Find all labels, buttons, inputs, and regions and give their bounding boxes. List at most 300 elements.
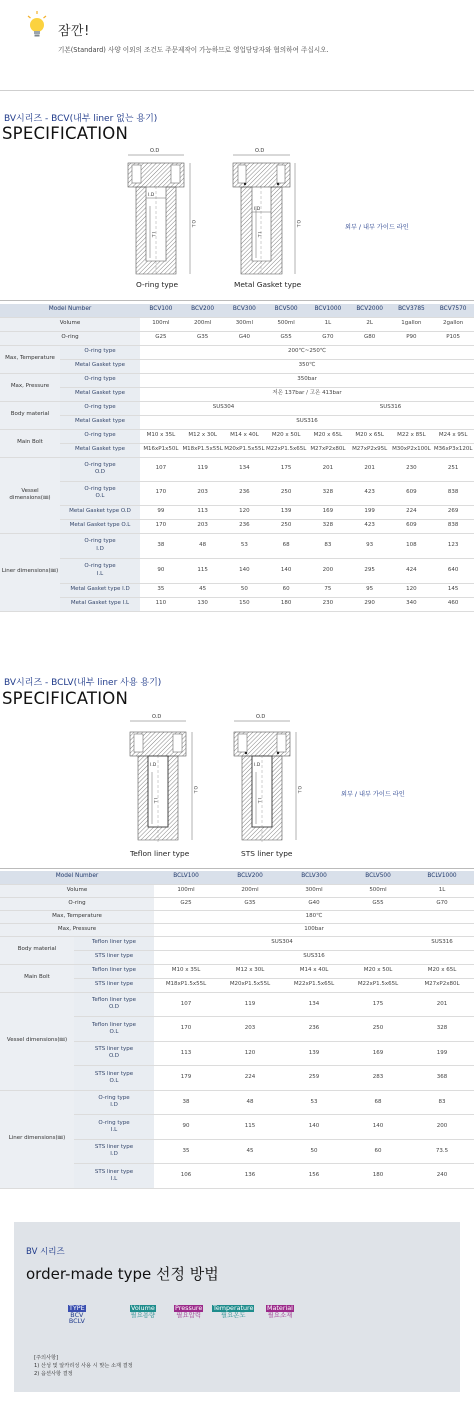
- table-cell: G80: [349, 331, 391, 345]
- text-label: O-ring type: [98, 1095, 130, 1102]
- table-row: [0, 481, 474, 505]
- table-row: [0, 910, 474, 923]
- row-label: Max, Pressure: [0, 373, 60, 401]
- table-cell: 93: [349, 533, 391, 558]
- type-label: TYPE: [69, 1304, 85, 1312]
- table-row: [0, 443, 474, 457]
- caution-title: [주의사항]: [34, 1355, 59, 1361]
- text-label: O.L: [109, 1028, 119, 1035]
- section1-spec-heading: SPECIFICATION: [2, 124, 128, 143]
- pressure-label: Pressure: [175, 1304, 203, 1312]
- table-row: [0, 359, 474, 373]
- table-cell: 50: [224, 583, 266, 597]
- table-cell: 1L: [307, 317, 349, 331]
- table-row: [0, 429, 474, 443]
- type-tag: [68, 1305, 86, 1325]
- table-cell: 251: [432, 457, 474, 481]
- type-value: BCV: [70, 1310, 84, 1319]
- text-label: Teflon liner type: [91, 997, 137, 1004]
- text-label: O-ring type: [84, 538, 116, 545]
- table-cell: 250: [346, 1017, 410, 1042]
- table-cell: M30xP2x100L: [391, 443, 433, 457]
- table-cell: [74, 1164, 154, 1189]
- table-cell: 120: [391, 583, 433, 597]
- ol-label: O.L: [190, 220, 195, 228]
- table-cell: M10 x 35L: [140, 429, 182, 443]
- table-cell: 500ml: [265, 317, 307, 331]
- table-cell: 115: [218, 1115, 282, 1140]
- row-label: Vessel dimensions(㎜): [0, 457, 60, 533]
- table-cell: Metal Gasket type: [60, 359, 140, 373]
- table-cell: 180: [265, 597, 307, 611]
- table-row: [0, 505, 474, 519]
- table-header-row: [0, 871, 474, 884]
- table-cell: 53: [282, 1090, 346, 1115]
- bcv-spec-table: [0, 304, 474, 612]
- guide-line-note: 외부 / 내부 가이드 라인: [341, 791, 405, 798]
- od-label: O.D: [255, 148, 265, 154]
- table-row: [0, 992, 474, 1017]
- table-cell: 73.5: [410, 1139, 474, 1164]
- temperature-sub: 필요온도: [220, 1310, 246, 1319]
- table-cell: STS liner type: [74, 950, 154, 964]
- header-cell: Model Number: [0, 304, 140, 317]
- text-label: I.D: [110, 1151, 118, 1158]
- header-cell: BCLV200: [218, 871, 282, 884]
- table-cell: 100ml: [140, 317, 182, 331]
- table-row: [0, 597, 474, 611]
- header-cell: BCLV300: [282, 871, 346, 884]
- text-label: I.L: [96, 570, 104, 577]
- table-cell: 100ml: [154, 884, 218, 897]
- text-label: O.D: [94, 469, 106, 475]
- table-cell: STS liner type: [74, 978, 154, 992]
- row-label: Main Bolt: [0, 964, 74, 992]
- table-cell: SUS316: [140, 415, 474, 429]
- header-cell: BCV2000: [349, 304, 391, 317]
- table-cell: Metal Gasket type I.L: [60, 597, 140, 611]
- table-cell: 115: [182, 558, 224, 583]
- table-cell: 38: [154, 1090, 218, 1115]
- text-label: I.L: [110, 1175, 118, 1182]
- table-cell: 150: [224, 597, 266, 611]
- od-label: O.D: [150, 148, 160, 154]
- il-label: I.L: [152, 798, 157, 804]
- table-cell: 203: [182, 519, 224, 533]
- table-cell: G25: [154, 897, 218, 910]
- table-cell: 500ml: [346, 884, 410, 897]
- table-cell: O-ring type: [60, 401, 140, 415]
- table-cell: 236: [282, 1017, 346, 1042]
- table-cell: 203: [218, 1017, 282, 1042]
- table-cell: 140: [282, 1115, 346, 1140]
- table-cell: 113: [182, 505, 224, 519]
- ol-label: O.L: [296, 786, 301, 794]
- text-label: I.D: [110, 1102, 118, 1109]
- table-cell: M20 x 50L: [265, 429, 307, 443]
- text-label: STS liner type: [94, 1168, 134, 1175]
- section2-spec-heading: SPECIFICATION: [2, 689, 128, 708]
- table-cell: 269: [432, 505, 474, 519]
- table-cell: 170: [154, 1017, 218, 1042]
- order-series-title: BV 시리즈: [26, 1247, 65, 1257]
- caution-note: [34, 1355, 133, 1378]
- text-label: Teflon liner type: [91, 1021, 137, 1028]
- table-cell: 45: [218, 1139, 282, 1164]
- table-cell: M24 x 95L: [432, 429, 474, 443]
- table-cell: 107: [154, 992, 218, 1017]
- table-row: [0, 457, 474, 481]
- table-cell: M22xP1.5x65L: [282, 978, 346, 992]
- table-cell: 140: [224, 558, 266, 583]
- header-cell: Model Number: [0, 871, 154, 884]
- type-value: BCLV: [68, 1317, 85, 1326]
- table-cell: [74, 1090, 154, 1115]
- table-cell: 180: [346, 1164, 410, 1189]
- table-cell: SUS316: [154, 950, 474, 964]
- table-cell: M27xP2x80L: [307, 443, 349, 457]
- oring-vessel-drawing: [128, 148, 196, 276]
- table-cell: M36xP3x120L: [432, 443, 474, 457]
- bcv-vessel-diagram: [118, 146, 318, 288]
- temperature-tag: [212, 1305, 254, 1318]
- table-cell: 230: [307, 597, 349, 611]
- table-cell: 60: [265, 583, 307, 597]
- divider: [0, 300, 474, 301]
- table-cell: [60, 481, 140, 505]
- table-cell: 180℃: [154, 910, 474, 923]
- table-cell: Metal Gasket type O.D: [60, 505, 140, 519]
- table-cell: Metal Gasket type: [60, 443, 140, 457]
- table-cell: 119: [182, 457, 224, 481]
- od-label: O.D: [152, 714, 162, 720]
- table-cell: 38: [140, 533, 182, 558]
- table-cell: SUS304: [140, 401, 307, 415]
- table-cell: 106: [154, 1164, 218, 1189]
- table-cell: G35: [182, 331, 224, 345]
- table-cell: 145: [432, 583, 474, 597]
- table-cell: 100bar: [154, 923, 474, 936]
- row-label: Volume: [0, 317, 140, 331]
- table-cell: O-ring type: [60, 429, 140, 443]
- material-sub: 필요소재: [267, 1310, 293, 1319]
- ol-label: O.L: [192, 786, 197, 794]
- volume-tag: [130, 1305, 156, 1318]
- header-cell: BCV3785: [391, 304, 433, 317]
- table-cell: 240: [410, 1164, 474, 1189]
- volume-sub: 필요용량: [130, 1310, 156, 1319]
- table-cell: 424: [391, 558, 433, 583]
- table-cell: 328: [307, 481, 349, 505]
- row-label: O-ring: [0, 331, 140, 345]
- notice-title: 잠깐!: [58, 24, 90, 39]
- table-cell: 123: [432, 533, 474, 558]
- table-cell: M22xP1.5x65L: [346, 978, 410, 992]
- section2-title: BV시리즈 - BCLV(내부 liner 사용 용기): [4, 678, 162, 688]
- temperature-label: Temperature: [213, 1304, 254, 1312]
- row-label: Main Bolt: [0, 429, 60, 457]
- table-row: [0, 415, 474, 429]
- sts-vessel-drawing: [234, 714, 302, 842]
- table-cell: 136: [218, 1164, 282, 1189]
- table-cell: M20 x 65L: [307, 429, 349, 443]
- table-cell: 140: [346, 1115, 410, 1140]
- table-cell: 75: [307, 583, 349, 597]
- table-cell: O-ring type: [60, 345, 140, 359]
- table-cell: 290: [349, 597, 391, 611]
- table-cell: 201: [349, 457, 391, 481]
- table-row: [0, 583, 474, 597]
- table-cell: M27xP2x95L: [349, 443, 391, 457]
- table-cell: Metal Gasket type O.L: [60, 519, 140, 533]
- pressure-sub: 필요압력: [176, 1310, 201, 1319]
- table-cell: 200: [410, 1115, 474, 1140]
- table-row: [0, 345, 474, 359]
- header-cell: BCLV500: [346, 871, 410, 884]
- table-cell: 90: [154, 1115, 218, 1140]
- header-cell: BCV200: [182, 304, 224, 317]
- table-cell: M18xP1.5x55L: [182, 443, 224, 457]
- table-cell: M20xP1.5x55L: [224, 443, 266, 457]
- table-cell: M16xP1x50L: [140, 443, 182, 457]
- divider: [0, 90, 474, 91]
- caution-item: 2) 옵션사항 결정: [34, 1370, 73, 1377]
- table-cell: G40: [282, 897, 346, 910]
- diagram-caption-teflon: Teflon liner type: [130, 849, 190, 858]
- table-cell: 108: [391, 533, 433, 558]
- table-row: [0, 331, 474, 345]
- table-cell: 175: [346, 992, 410, 1017]
- volume-label: Volume: [131, 1304, 155, 1312]
- text-label: O-ring type: [98, 1119, 130, 1126]
- table-cell: M27xP2x80L: [410, 978, 474, 992]
- table-cell: 283: [346, 1066, 410, 1091]
- table-cell: 48: [218, 1090, 282, 1115]
- table-cell: Metal Gasket type I.D: [60, 583, 140, 597]
- table-cell: M14 x 40L: [224, 429, 266, 443]
- table-cell: 120: [218, 1041, 282, 1066]
- table-row: [0, 936, 474, 950]
- table-row: [0, 533, 474, 558]
- text-label: STS liner type: [94, 1046, 134, 1053]
- table-row: [0, 884, 474, 897]
- table-cell: 838: [432, 519, 474, 533]
- header-cell: BCV100: [140, 304, 182, 317]
- header-cell: BCV1000: [307, 304, 349, 317]
- notice-banner: [0, 0, 474, 75]
- table-cell: 1L: [410, 884, 474, 897]
- table-row: [0, 519, 474, 533]
- table-cell: 200ml: [182, 317, 224, 331]
- table-cell: 68: [346, 1090, 410, 1115]
- table-cell: 169: [346, 1041, 410, 1066]
- table-cell: 45: [182, 583, 224, 597]
- table-cell: 350℃: [140, 359, 474, 373]
- table-cell: 199: [410, 1041, 474, 1066]
- text-label: O-ring type: [84, 461, 116, 468]
- material-label: Material: [267, 1304, 293, 1312]
- text-label: O.D: [108, 1053, 120, 1060]
- table-cell: [60, 558, 140, 583]
- table-cell: 423: [349, 481, 391, 505]
- divider: [0, 868, 474, 869]
- table-row: [0, 923, 474, 936]
- table-cell: Metal Gasket type: [60, 415, 140, 429]
- table-cell: 170: [140, 481, 182, 505]
- table-cell: 200: [307, 558, 349, 583]
- table-cell: G70: [410, 897, 474, 910]
- row-label: Body material: [0, 401, 60, 429]
- table-cell: P105: [432, 331, 474, 345]
- table-cell: 134: [282, 992, 346, 1017]
- table-cell: 200ml: [218, 884, 282, 897]
- table-cell: G40: [224, 331, 266, 345]
- guide-line-note: 외부 / 내부 가이드 라인: [345, 224, 409, 231]
- table-cell: [60, 533, 140, 558]
- table-cell: 295: [349, 558, 391, 583]
- table-cell: G55: [346, 897, 410, 910]
- table-cell: 83: [410, 1090, 474, 1115]
- text-label: I.L: [110, 1126, 118, 1133]
- il-label: I.L: [150, 232, 155, 238]
- table-cell: 170: [140, 519, 182, 533]
- table-cell: 48: [182, 533, 224, 558]
- material-tag: [266, 1305, 294, 1318]
- table-cell: 95: [349, 583, 391, 597]
- metal-gasket-vessel-drawing: [233, 148, 301, 276]
- table-cell: 110: [140, 597, 182, 611]
- table-cell: 35: [154, 1139, 218, 1164]
- table-cell: 609: [391, 519, 433, 533]
- ol-label: O.L: [295, 220, 300, 228]
- table-cell: G55: [265, 331, 307, 345]
- header-cell: BCLV100: [154, 871, 218, 884]
- table-cell: 203: [182, 481, 224, 505]
- table-cell: Metal Gasket type: [60, 387, 140, 401]
- table-cell: Teflon liner type: [74, 936, 154, 950]
- table-cell: [60, 457, 140, 481]
- header-cell: BCV7570: [432, 304, 474, 317]
- table-cell: M20 x 50L: [346, 964, 410, 978]
- table-cell: M20 x 65L: [410, 964, 474, 978]
- diagram-caption-metal: Metal Gasket type: [234, 280, 302, 289]
- table-cell: 640: [432, 558, 474, 583]
- notice-text: 기본(Standard) 사양 이외의 조건도 주문제작이 가능하므로 영업담당자와 협의하여 주십시오.: [58, 46, 329, 54]
- row-label: O-ring: [0, 897, 154, 910]
- text-label: O-ring type: [84, 563, 116, 570]
- id-label: I.D: [254, 763, 261, 768]
- table-cell: M20 x 65L: [349, 429, 391, 443]
- table-cell: 230: [391, 457, 433, 481]
- pressure-tag: [174, 1305, 203, 1318]
- table-cell: [74, 1017, 154, 1042]
- table-row: [0, 401, 474, 415]
- diagram-caption-oring: O-ring type: [136, 280, 179, 289]
- table-cell: 130: [182, 597, 224, 611]
- table-row: [0, 964, 474, 978]
- row-label: Liner dimensions(㎜): [0, 1090, 74, 1188]
- table-cell: [74, 992, 154, 1017]
- table-cell: 236: [224, 481, 266, 505]
- table-cell: 340: [391, 597, 433, 611]
- teflon-vessel-drawing: [130, 714, 198, 842]
- table-cell: 107: [140, 457, 182, 481]
- od-label: O.D: [256, 714, 266, 720]
- id-label: I.D: [148, 193, 155, 198]
- table-cell: 83: [307, 533, 349, 558]
- table-cell: 423: [349, 519, 391, 533]
- table-row: [0, 317, 474, 331]
- text-label: O.D: [108, 1004, 120, 1011]
- table-cell: SUS316: [410, 936, 474, 950]
- text-label: O.L: [109, 1077, 119, 1084]
- header-cell: BCLV1000: [410, 871, 474, 884]
- table-cell: 328: [410, 1017, 474, 1042]
- table-cell: 134: [224, 457, 266, 481]
- text-label: O-ring type: [84, 485, 116, 492]
- bclv-vessel-diagram: [120, 712, 320, 858]
- table-cell: M10 x 35L: [154, 964, 218, 978]
- table-cell: 199: [349, 505, 391, 519]
- table-cell: 200℃~250℃: [140, 345, 474, 359]
- table-header-row: [0, 304, 474, 317]
- table-cell: G35: [218, 897, 282, 910]
- table-cell: [74, 1041, 154, 1066]
- table-cell: [74, 1066, 154, 1091]
- row-label: Volume: [0, 884, 154, 897]
- table-row: [0, 387, 474, 401]
- table-cell: O-ring type: [60, 373, 140, 387]
- table-cell: 저온 137bar / 고온 413bar: [140, 387, 474, 401]
- table-cell: 60: [346, 1139, 410, 1164]
- table-cell: 120: [224, 505, 266, 519]
- table-cell: 300ml: [224, 317, 266, 331]
- table-cell: 609: [391, 481, 433, 505]
- table-cell: M22 x 85L: [391, 429, 433, 443]
- il-label: I.L: [256, 232, 261, 238]
- row-label: Max, Temperature: [0, 345, 60, 373]
- table-cell: 119: [218, 992, 282, 1017]
- table-cell: 2gallon: [432, 317, 474, 331]
- text-label: I.D: [96, 545, 104, 552]
- table-cell: M18xP1.5x55L: [154, 978, 218, 992]
- table-cell: G25: [140, 331, 182, 345]
- table-cell: 179: [154, 1066, 218, 1091]
- table-row: [0, 1090, 474, 1115]
- header-cell: BCV300: [224, 304, 266, 317]
- text-label: STS liner type: [94, 1070, 134, 1077]
- table-cell: 250: [265, 519, 307, 533]
- table-cell: 838: [432, 481, 474, 505]
- table-cell: SUS304: [154, 936, 410, 950]
- table-cell: M20xP1.5x55L: [218, 978, 282, 992]
- table-cell: [74, 1115, 154, 1140]
- table-cell: M22xP1.5x65L: [265, 443, 307, 457]
- table-cell: 99: [140, 505, 182, 519]
- id-label: I.D: [150, 763, 157, 768]
- table-row: [0, 897, 474, 910]
- header-cell: BCV500: [265, 304, 307, 317]
- diagram-caption-sts: STS liner type: [241, 849, 293, 858]
- table-cell: 201: [307, 457, 349, 481]
- table-cell: 368: [410, 1066, 474, 1091]
- table-cell: SUS316: [307, 401, 474, 415]
- table-cell: 68: [265, 533, 307, 558]
- row-label: Body material: [0, 936, 74, 964]
- order-heading: order-made type 선정 방법: [26, 1265, 219, 1283]
- table-cell: 328: [307, 519, 349, 533]
- lightbulb-icon: [26, 10, 48, 40]
